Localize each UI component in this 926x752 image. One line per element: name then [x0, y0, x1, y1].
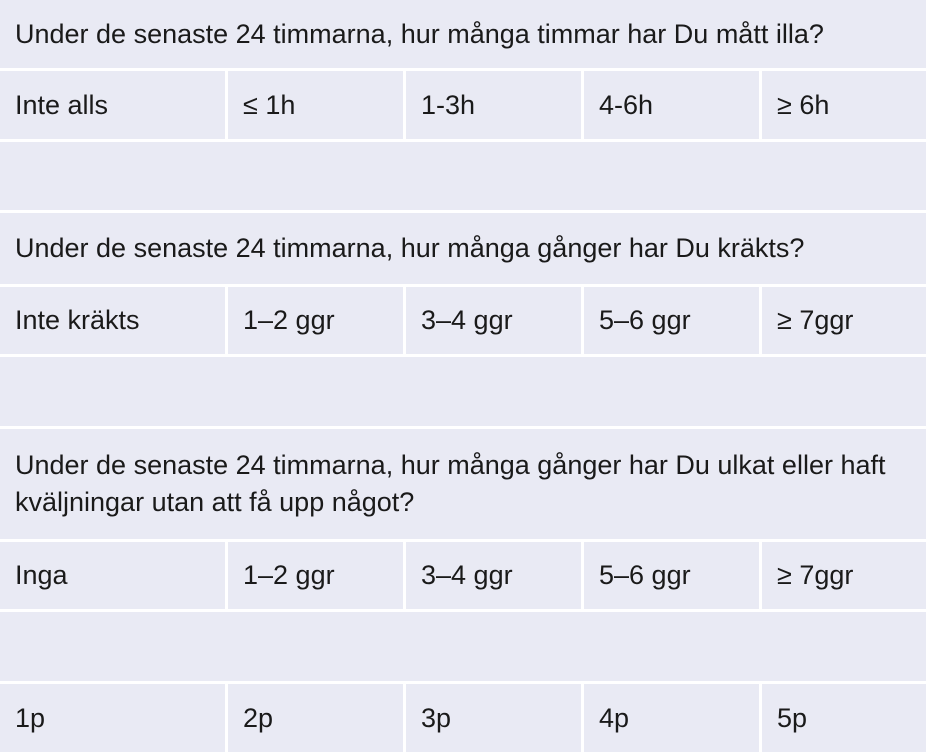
- option-1-5[interactable]: ≥ 6h: [762, 71, 926, 139]
- option-3-3[interactable]: 3–4 ggr: [406, 542, 581, 609]
- question-text-3: Under de senaste 24 timmarna, hur många gånger har Du ulkat eller haft kväljningar utan att få upp något?: [0, 429, 926, 539]
- empty-cell: [0, 357, 926, 426]
- question-text-2: Under de senaste 24 timmarna, hur många gånger har Du kräkts?: [0, 213, 926, 284]
- option-1-3[interactable]: 1-3h: [406, 71, 581, 139]
- score-2: 2p: [228, 684, 403, 752]
- options-row-1: [0, 71, 926, 139]
- option-3-5[interactable]: ≥ 7ggr: [762, 542, 926, 609]
- question-row-3: [0, 429, 926, 539]
- spacer-row-3: [0, 612, 926, 681]
- option-2-2[interactable]: 1–2 ggr: [228, 287, 403, 354]
- empty-cell: [0, 612, 926, 681]
- options-row-2: [0, 287, 926, 354]
- option-1-2[interactable]: ≤ 1h: [228, 71, 403, 139]
- spacer-row-1: [0, 142, 926, 210]
- empty-cell: [0, 142, 926, 210]
- options-row-3: [0, 542, 926, 609]
- option-3-4[interactable]: 5–6 ggr: [584, 542, 759, 609]
- option-1-4[interactable]: 4-6h: [584, 71, 759, 139]
- score-5: 5p: [762, 684, 926, 752]
- option-2-1[interactable]: Inte kräkts: [0, 287, 225, 354]
- option-3-1[interactable]: Inga: [0, 542, 225, 609]
- option-2-3[interactable]: 3–4 ggr: [406, 287, 581, 354]
- option-1-1[interactable]: Inte alls: [0, 71, 225, 139]
- question-row-1: [0, 0, 926, 68]
- spacer-row-2: [0, 357, 926, 426]
- option-2-5[interactable]: ≥ 7ggr: [762, 287, 926, 354]
- option-2-4[interactable]: 5–6 ggr: [584, 287, 759, 354]
- question-text-1: Under de senaste 24 timmarna, hur många timmar har Du mått illa?: [0, 0, 926, 68]
- score-1: 1p: [0, 684, 225, 752]
- option-3-2[interactable]: 1–2 ggr: [228, 542, 403, 609]
- question-row-2: [0, 213, 926, 284]
- scores-row: [0, 684, 926, 752]
- score-4: 4p: [584, 684, 759, 752]
- score-3: 3p: [406, 684, 581, 752]
